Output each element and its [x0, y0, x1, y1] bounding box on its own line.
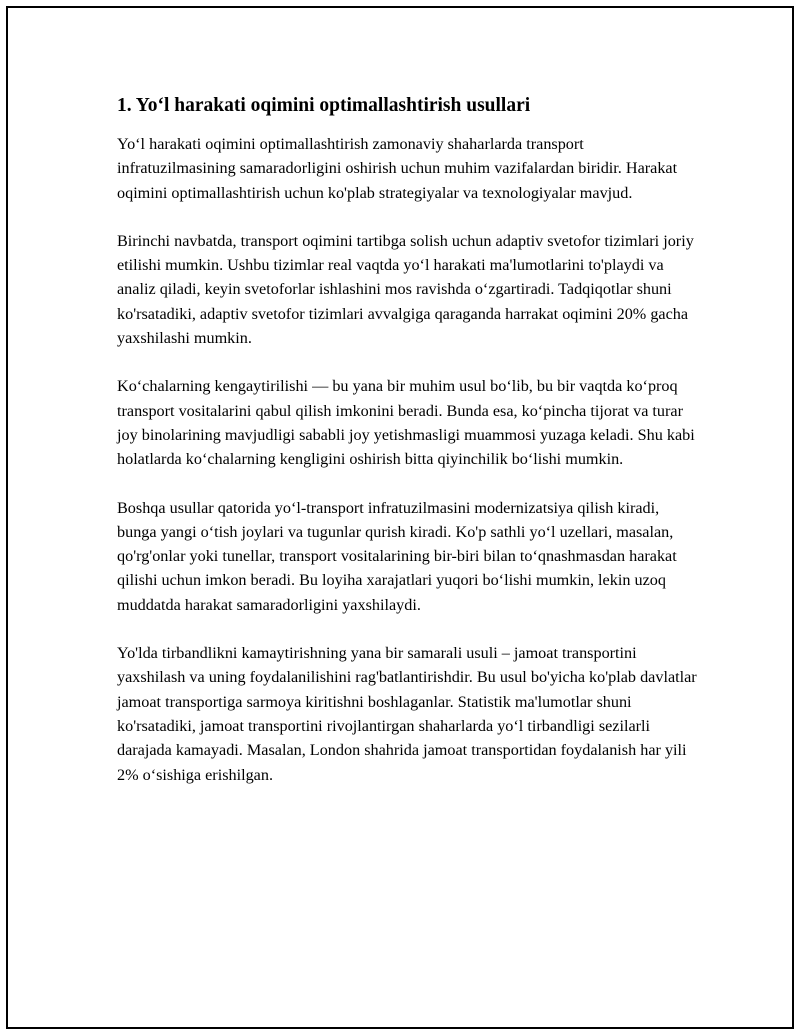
paragraph-public-transport: Yo'lda tirbandlikni kamaytirishning yana bir samarali usuli – jamoat transportini yaxshilash va uning foydalanilishini rag'batlantirishdir. Bu usul bo'yicha ko'plab davlatlar jamoat transportiga sarmoya kiritishni boshlaganlar. Statistik ma'lumotlar shuni ko'rsatadiki, jamoat transportini rivojlantirgan shaharlarda yo‘l tirbandligi sezilarli darajada kamayadi. Masalan, London shahrida jamoat transportidan foydalanish har yili 2% o‘sishiga erishilgan.	[117, 644, 697, 784]
document-body	[117, 92, 702, 811]
paragraph-intro: Yo‘l harakati oqimini optimallashtirish zamonaviy shaharlarda transport infratuzilmasining samaradorligini oshirish uchun muhim vazifalardan biridir. Harakat oqimini optimallashtirish uchun ko'plab strategiyalar va texnologiyalar mavjud.	[117, 135, 678, 202]
paragraph-adaptive-traffic-lights: Birinchi navbatda, transport oqimini tartibga solish uchun adaptiv svetofor tizimlari joriy etilishi mumkin. Ushbu tizimlar real vaqtda yo‘l harakati ma'lumotlarini to'playdi va analiz qiladi, keyin svetoforlar ishlashini mos ravishda o‘zgartiradi. Tadqiqotlar shuni ko'rsatadiki, adaptiv svetofor tizimlari avvalgiga qaraganda harrakat oqimini 20% gacha yaxshilashi mumkin.	[117, 231, 694, 348]
paragraph-infrastructure-modernization: Boshqa usullar qatorida yo‘l-transport infratuzilmasini modernizatsiya qilish kiradi, bunga yangi o‘tish joylari va tugunlar qurish kiradi. Ko'p sathli yo‘l uzellari, masalan, qo'rg'onlar yoki tunellar, transport vositalarining bir-biri bilan to‘qnashmasdan harakat qilishi uchun imkon beradi. Bu loyiha xarajatlari yuqori bo‘lishi mumkin, lekin uzoq muddatda harakat samaradorligini yaxshilaydi.	[117, 498, 677, 614]
paragraph-street-widening: Ko‘chalarning kengaytirilishi — bu yana bir muhim usul bo‘lib, bu bir vaqtda ko‘proq transport vositalarini qabul qilish imkonini beradi. Bunda esa, ko‘pincha tijorat va turar joy binolarining mavjudligi sababli joy yetishmasligi muammosi yuzaga keladi. Shu kabi holatlarda ko‘chalarning kengligini oshirish bitta qiyinchilik bo‘lishi mumkin.	[117, 377, 695, 469]
section-heading: 1. Yo‘l harakati oqimini optimallashtirish usullari	[117, 95, 531, 116]
